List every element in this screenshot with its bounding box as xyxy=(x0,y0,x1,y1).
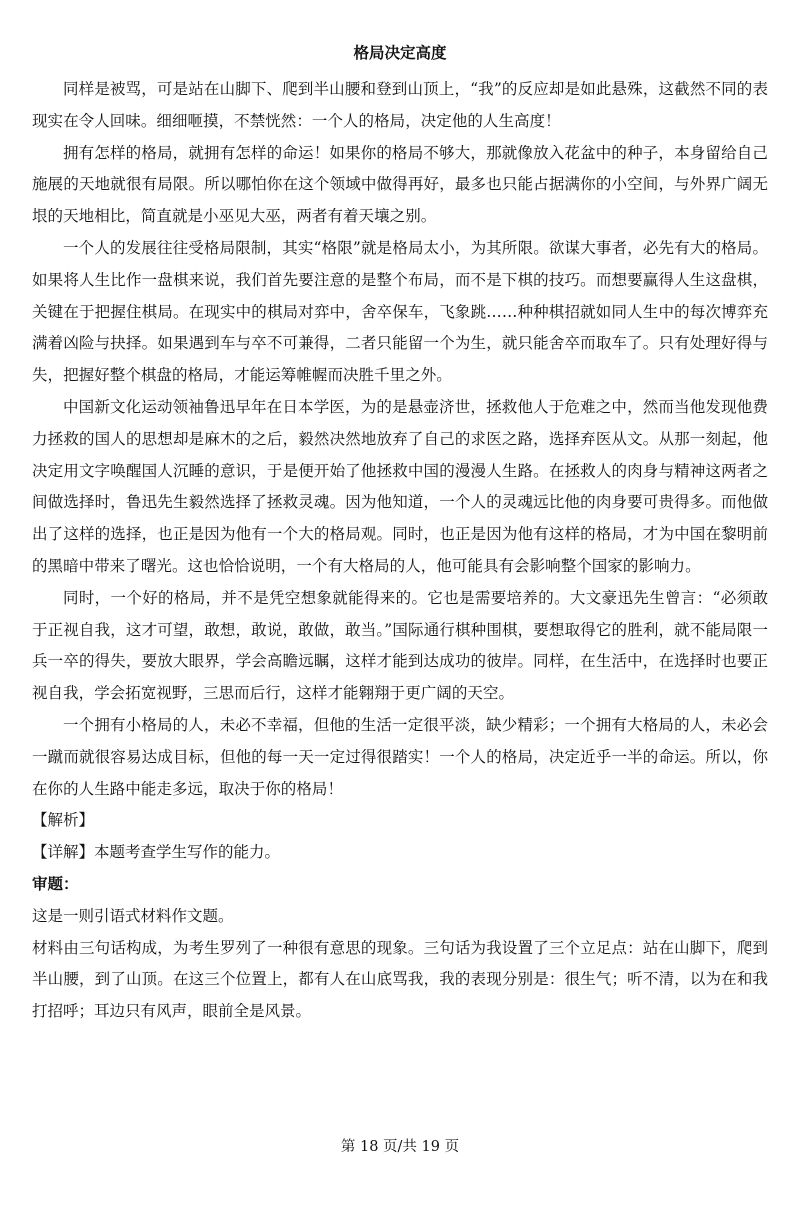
essay-paragraph-5: 同时，一个好的格局，并不是凭空想象就能得来的。它也是需要培养的。大文豪迅先生曾言：“必须敢于正视自我，这才可望，敢想，敢说，敢做，敢当。”国际通行棋种围棋，要想取得它的胜利，就不能局限一兵一卒的得失，要放大眼界，学会高瞻远瞩，这样才能到达成功的彼岸。同样，在生活中，在选择时也要正视自我，学会拓宽视野，三思而后行，这样才能翱翔于更广阔的天空。 xyxy=(32,588,768,703)
analysis-detail: 【详解】本题考查学生写作的能力。 xyxy=(32,843,281,862)
review-line-1: 这是一则引语式材料作文题。 xyxy=(32,906,234,925)
essay-paragraph-6: 一个拥有小格局的人，未必不幸福，但他的生活一定很平淡，缺少精彩；一个拥有大格局的人，未必会一蹴而就很容易达成目标，但他的每一天一定过得很踏实！一个人的格局，决定近乎一半的命运。所以，你在你的人生路中能走多远，取决于你的格局！ xyxy=(32,715,768,798)
page-number-footer: 第 18 页/共 19 页 xyxy=(340,1139,460,1155)
analysis-label: 【解析】 xyxy=(32,811,95,830)
document-page xyxy=(32,40,768,1028)
essay-paragraph-3: 一个人的发展往往受格局限制，其实“格限”就是格局太小，为其所限。欲谋大事者，必先有大的格局。如果将人生比作一盘棋来说，我们首先要注意的是整个布局，而不是下棋的技巧。而想要赢得人生这盘棋，关键在于把握住棋局。在现实中的棋局对弈中，舍卒保车，飞象跳……种种棋招就如同人生中的每次博弈充满着凶险与抉择。如果遇到车与卒不可兼得，二者只能留一个为生，就只能舍卒而取车了。只有处理好得与失，把握好整个棋盘的格局，才能运筹帷幄而决胜千里之外。 xyxy=(32,238,768,385)
essay-paragraph-4: 中国新文化运动领袖鲁迅早年在日本学医，为的是悬壶济世，拯救他人于危难之中，然而当他发现他费力拯救的国人的思想却是麻木的之后，毅然决然地放弃了自己的求医之路，选择弃医从文。从那一刻起，他决定用文字唤醒国人沉睡的意识，于是便开始了他拯救中国的漫漫人生路。在拯救人的肉身与精神这两者之间做选择时，鲁迅先生毅然选择了拯救灵魂。因为他知道，一个人的灵魂远比他的肉身要可贵得多。而他做出了这样的选择，也正是因为他有一个大的格局观。同时，也正是因为他有这样的格局，才为中国在黎明前的黑暗中带来了曙光。这也恰恰说明，一个有大格局的人，他可能具有会影响整个国家的影响力。 xyxy=(32,397,768,575)
essay-title: 格局决定高度 xyxy=(353,44,447,62)
essay-paragraph-2: 拥有怎样的格局，就拥有怎样的命运！如果你的格局不够大，那就像放入花盆中的种子，本身留给自己施展的天地就很有局限。所以哪怕你在这个领域中做得再好，最多也只能占据满你的小空间，与外界广阔无垠的天地相比，简直就是小巫见大巫，两者有着天壤之别。 xyxy=(32,143,768,226)
review-heading: 审题： xyxy=(32,874,79,893)
review-line-2: 材料由三句话构成，为考生罗列了一种很有意思的现象。三句话为我设置了三个立足点：站在山脚下，爬到半山腰，到了山顶。在这三个位置上，都有人在山底骂我，我的表现分别是：很生气；听不清，以为在和我打招呼；耳边只有风声，眼前全是风景。 xyxy=(32,938,768,1021)
essay-paragraph-1: 同样是被骂，可是站在山脚下、爬到半山腰和登到山顶上，“我”的反应却是如此悬殊，这截然不同的表现实在令人回味。细细咂摸，不禁恍然：一个人的格局，决定他的人生高度！ xyxy=(32,80,768,130)
